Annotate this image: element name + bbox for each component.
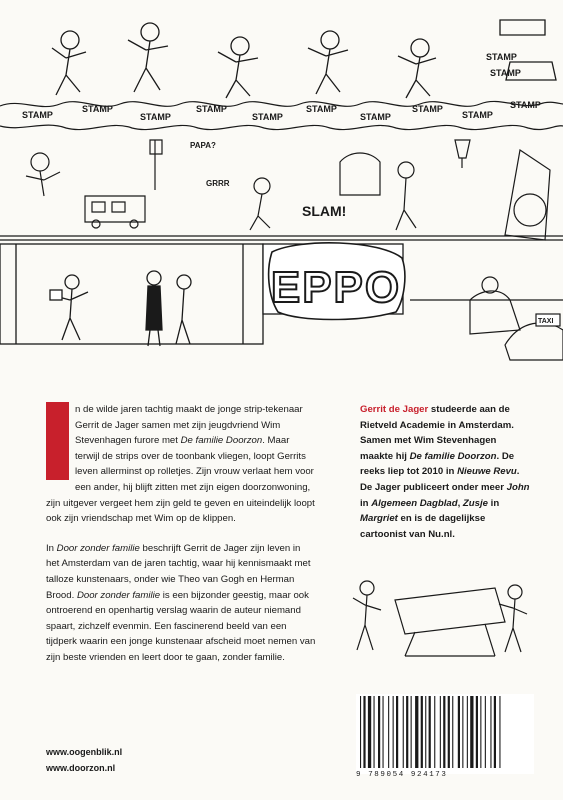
bio-text-3: . De Jager publiceert onder meer <box>360 466 520 493</box>
door-figures <box>50 271 191 346</box>
intro-p1-rest: . Maar terwijl de strips over de toonbank vliegen, loopt Gerrits leven allerminst op rolletjes. Zijn vrouw verlaat hem voor een ander, hij blijft zitten met zijn eigen doorzonwoning, zijn uitgever vergeet hem zijn geld te geven en uiteindelijk loopt ook zijn vriendschap met Wim op de klippen. <box>46 435 315 525</box>
intro-p2-title: Door zonder familie <box>56 542 140 554</box>
barcode-bar <box>388 696 389 768</box>
intro-p2-c: is een bijzonder geestig, maar ook ontroerend en openhartig verslag waarin de auteur niemand spaart, zichzelf evenmin. Een fascinerend beeld van een tijdperk waarin een jonge kunstenaar afscheid moet nemen van zijn beste vrienden en leert door te gaan, zonder familie. <box>46 589 316 663</box>
barcode-bar <box>429 696 431 768</box>
barcode-bar <box>434 696 435 768</box>
stamp-label: STAMP <box>196 104 227 114</box>
barcode-bar <box>440 696 441 768</box>
link-oogenblik[interactable]: www.oogenblik.nl <box>46 747 123 757</box>
barcode-bar <box>458 696 460 768</box>
bio-title-4: Algemeen Dagblad <box>371 497 458 509</box>
intro-p1-title: De familie Doorzon <box>180 435 263 447</box>
barcode-bar <box>485 696 486 768</box>
stamp-label: STAMP <box>490 68 521 78</box>
link-doorzon[interactable]: www.doorzon.nl <box>46 763 116 773</box>
cartoon-drawing <box>0 0 563 372</box>
barcode-bar <box>374 696 375 768</box>
intro-p2-a: In <box>46 542 57 554</box>
barcode-bars <box>356 694 534 772</box>
eppo-sign <box>269 243 405 320</box>
stamp-label: STAMP <box>412 104 443 114</box>
bio-title-2: Nieuwe Revu <box>457 466 517 478</box>
intro-paragraph-1 <box>46 402 316 527</box>
bio-text-1: studeerde aan de Rietveld Academie in Amsterdam. Samen met Wim Stevenhagen maakte hij <box>360 404 514 462</box>
barcode-bar <box>363 696 365 768</box>
barcode-bar <box>499 696 500 768</box>
bio-text-5: , <box>457 497 463 509</box>
barcode-bar <box>411 696 412 768</box>
drafting-drawing <box>345 570 535 660</box>
barcode-bar <box>470 696 473 768</box>
barcode-bar <box>393 696 394 768</box>
barcode-bar <box>452 696 453 768</box>
barcode-bar <box>425 696 426 768</box>
bio-title-1: De familie Doorzon <box>409 450 497 462</box>
barcode-bar <box>406 696 408 768</box>
barcode-bar <box>448 696 450 768</box>
barcode-bar <box>360 696 361 768</box>
stamp-label: STAMP <box>82 104 113 114</box>
middle-scene <box>26 140 550 240</box>
barcode-bar <box>396 696 398 768</box>
cartoon-illustration <box>0 0 563 372</box>
stamp-label: STAMP <box>252 112 283 122</box>
author-name: Gerrit de Jager <box>360 404 429 415</box>
barcode-bar <box>494 696 496 768</box>
stamp-label: STAMP <box>360 112 391 122</box>
dropcap <box>46 402 69 480</box>
author-bio <box>360 402 530 542</box>
barcode-bar <box>421 696 423 768</box>
bio-text-2: . De reeks liep tot 2010 in <box>360 450 515 478</box>
barcode-bar <box>462 696 463 768</box>
stamp-label: STAMP <box>140 112 171 122</box>
barcode <box>356 694 534 774</box>
eppo-sign-text: EPPO <box>270 263 402 312</box>
intro-p1-text: n de wilde jaren tachtig maakt de jonge strip-tekenaar Gerrit de Jager samen met zijn jeugdvriend Wim Stevenhagen furore met <box>75 404 303 447</box>
barcode-bar <box>378 696 380 768</box>
intro-paragraph-2 <box>46 541 316 666</box>
intro-text <box>46 402 316 680</box>
bio-title-6: Margriet <box>360 513 398 525</box>
stamp-label: STAMP <box>486 52 517 62</box>
speech-grrr: GRRR <box>206 179 230 188</box>
intro-p2-title2: Door zonder familie <box>76 589 161 601</box>
intro-p2-b: beschrijft Gerrit de Jager zijn leven in het Amsterdam van de jaren tachtig, waar hij kennismaakt met talloze kunstenaars, onder wie Theo van Gogh en Herman Brood. <box>46 542 311 601</box>
stamp-label: STAMP <box>510 100 541 110</box>
taxi-sign: TAXI <box>538 318 554 325</box>
stamp-label: STAMP <box>462 110 493 120</box>
stamp-label: STAMP <box>22 110 53 120</box>
street-line <box>0 236 563 240</box>
barcode-bar <box>415 696 418 768</box>
speech-papa: PAPA? <box>190 141 216 150</box>
running-figures <box>52 20 556 98</box>
bio-title-3: John <box>506 481 530 493</box>
barcode-bar <box>383 696 384 768</box>
barcode-bar <box>467 696 468 768</box>
slam-text: SLAM! <box>302 203 347 219</box>
barcode-bar <box>480 696 481 768</box>
bio-text-7: en is de dagelijkse cartoonist van Nu.nl. <box>360 513 486 540</box>
stamp-label: STAMP <box>306 104 337 114</box>
barcode-bar <box>443 696 445 768</box>
bio-title-5: Zusje <box>462 497 488 509</box>
isbn-number: 9 789054 924173 <box>356 771 448 779</box>
bio-text-6: in <box>487 497 500 509</box>
barcode-bar <box>403 696 404 768</box>
drafting-cartoon <box>345 570 535 660</box>
barcode-bar <box>490 696 491 768</box>
website-links <box>46 744 122 776</box>
bio-text-4: in <box>360 497 372 509</box>
barcode-bar <box>476 696 478 768</box>
barcode-bar <box>368 696 371 768</box>
